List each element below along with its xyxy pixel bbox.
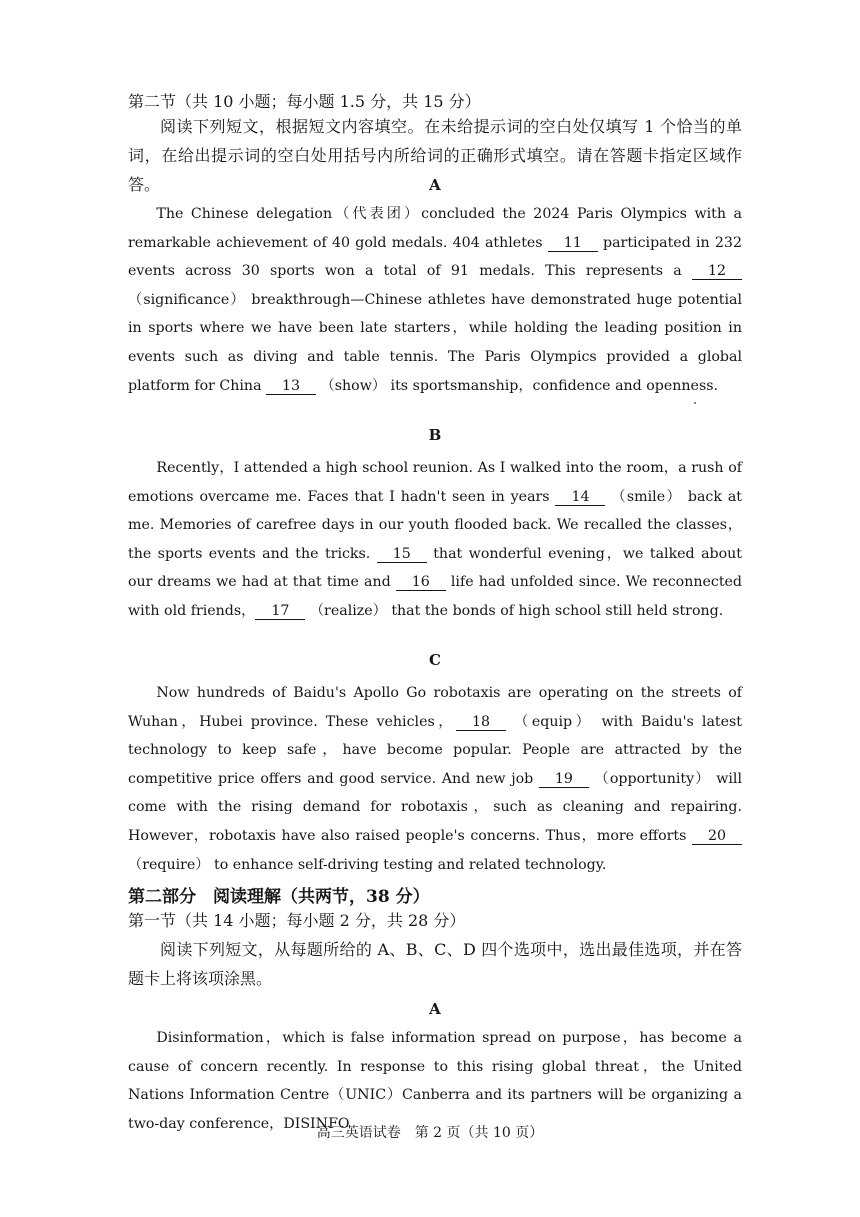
section2-instructions: 阅读下列短文，根据短文内容填空。在未给提示词的空白处仅填写 1 个恰当的单词，在给出提示词的空白处用括号内所给词的正确形式填空。请在答题卡指定区域作答。 [128,117,742,194]
passage-c-label: C [429,651,441,669]
blank-16[interactable]: 16 [396,574,446,591]
blank-14[interactable]: 14 [555,489,605,506]
passage-a-text: The Chinese delegation（代表团）concluded the 2024 Paris Olympics with a remarkable achievement of 40 gold medals. 404 athletes 11 participated in 232 events across 30 sports won a total of 91 medals. This represents a 12 （significance） breakthrough—Chinese athletes have demonstrated huge potential in sports where we have been late starters，while holding the leading position in events such as diving and table tennis. The Paris Olympics provided a global platform for China 13 （show） its sportsmanship，confidence and openness. [128,206,742,394]
passage-b-text: Recently，I attended a high school reunion. As I walked into the room，a rush of emotions overcame me. Faces that I hadn't seen in years 14 （smile） back at me. Memories of carefree days in our youth flooded back. We recalled the classes，the sports events and the tricks. 15 that wonderful evening，we talked about our dreams we had at that time and 16 life had unfolded since. We reconnected with old friends， 17 （realize） that the bonds of high school still held strong. [128,460,743,619]
blank-12[interactable]: 12 [692,263,742,280]
scan-speck [694,402,696,404]
reading-a-text: Disinformation，which is false information spread on purpose，has become a cause of concern recently. In response to this rising global threat，the United Nations Information Centre（UNIC）Canberra and its partners will be organizing a two-day conference，DISINFO [128,1030,742,1132]
blank-15[interactable]: 15 [377,546,427,563]
part2-instructions: 阅读下列短文，从每题所给的 A、B、C、D 四个选项中，选出最佳选项，并在答题卡上将该项涂黑。 [128,940,742,988]
section2-title: 第二节（共 10 小题；每小题 1.5 分，共 15 分） [128,92,481,111]
blank-13[interactable]: 13 [266,378,316,395]
blank-18[interactable]: 18 [456,714,506,731]
reading-a-label: A [429,1000,441,1018]
page-footer: 高三英语试卷 第 2 页（共 10 页） [316,1125,544,1141]
passage-b-label: B [428,426,442,444]
blank-11[interactable]: 11 [548,235,598,252]
passage-a-label: A [429,176,441,194]
blank-20[interactable]: 20 [692,828,742,845]
part2-title: 第二部分 阅读理解（共两节，38 分） [128,887,430,907]
passage-c-text: Now hundreds of Baidu's Apollo Go robotaxis are operating on the streets of Wuhan，Hubei province. These vehicles， 18 （equip） with Baidu's latest technology to keep safe，have become popular. People are attracted by the competitive price offers and good service. And new job 19 （opportunity） will come with the rising demand for robotaxis，such as cleaning and repairing. However，robotaxis have also raised people's concerns. Thus，more efforts 20 （require） to enhance self-driving testing and related technology. [128,685,742,873]
part2-section1-title: 第一节（共 14 小题；每小题 2 分，共 28 分） [128,911,466,930]
blank-19[interactable]: 19 [539,771,589,788]
blank-17[interactable]: 17 [255,603,305,620]
